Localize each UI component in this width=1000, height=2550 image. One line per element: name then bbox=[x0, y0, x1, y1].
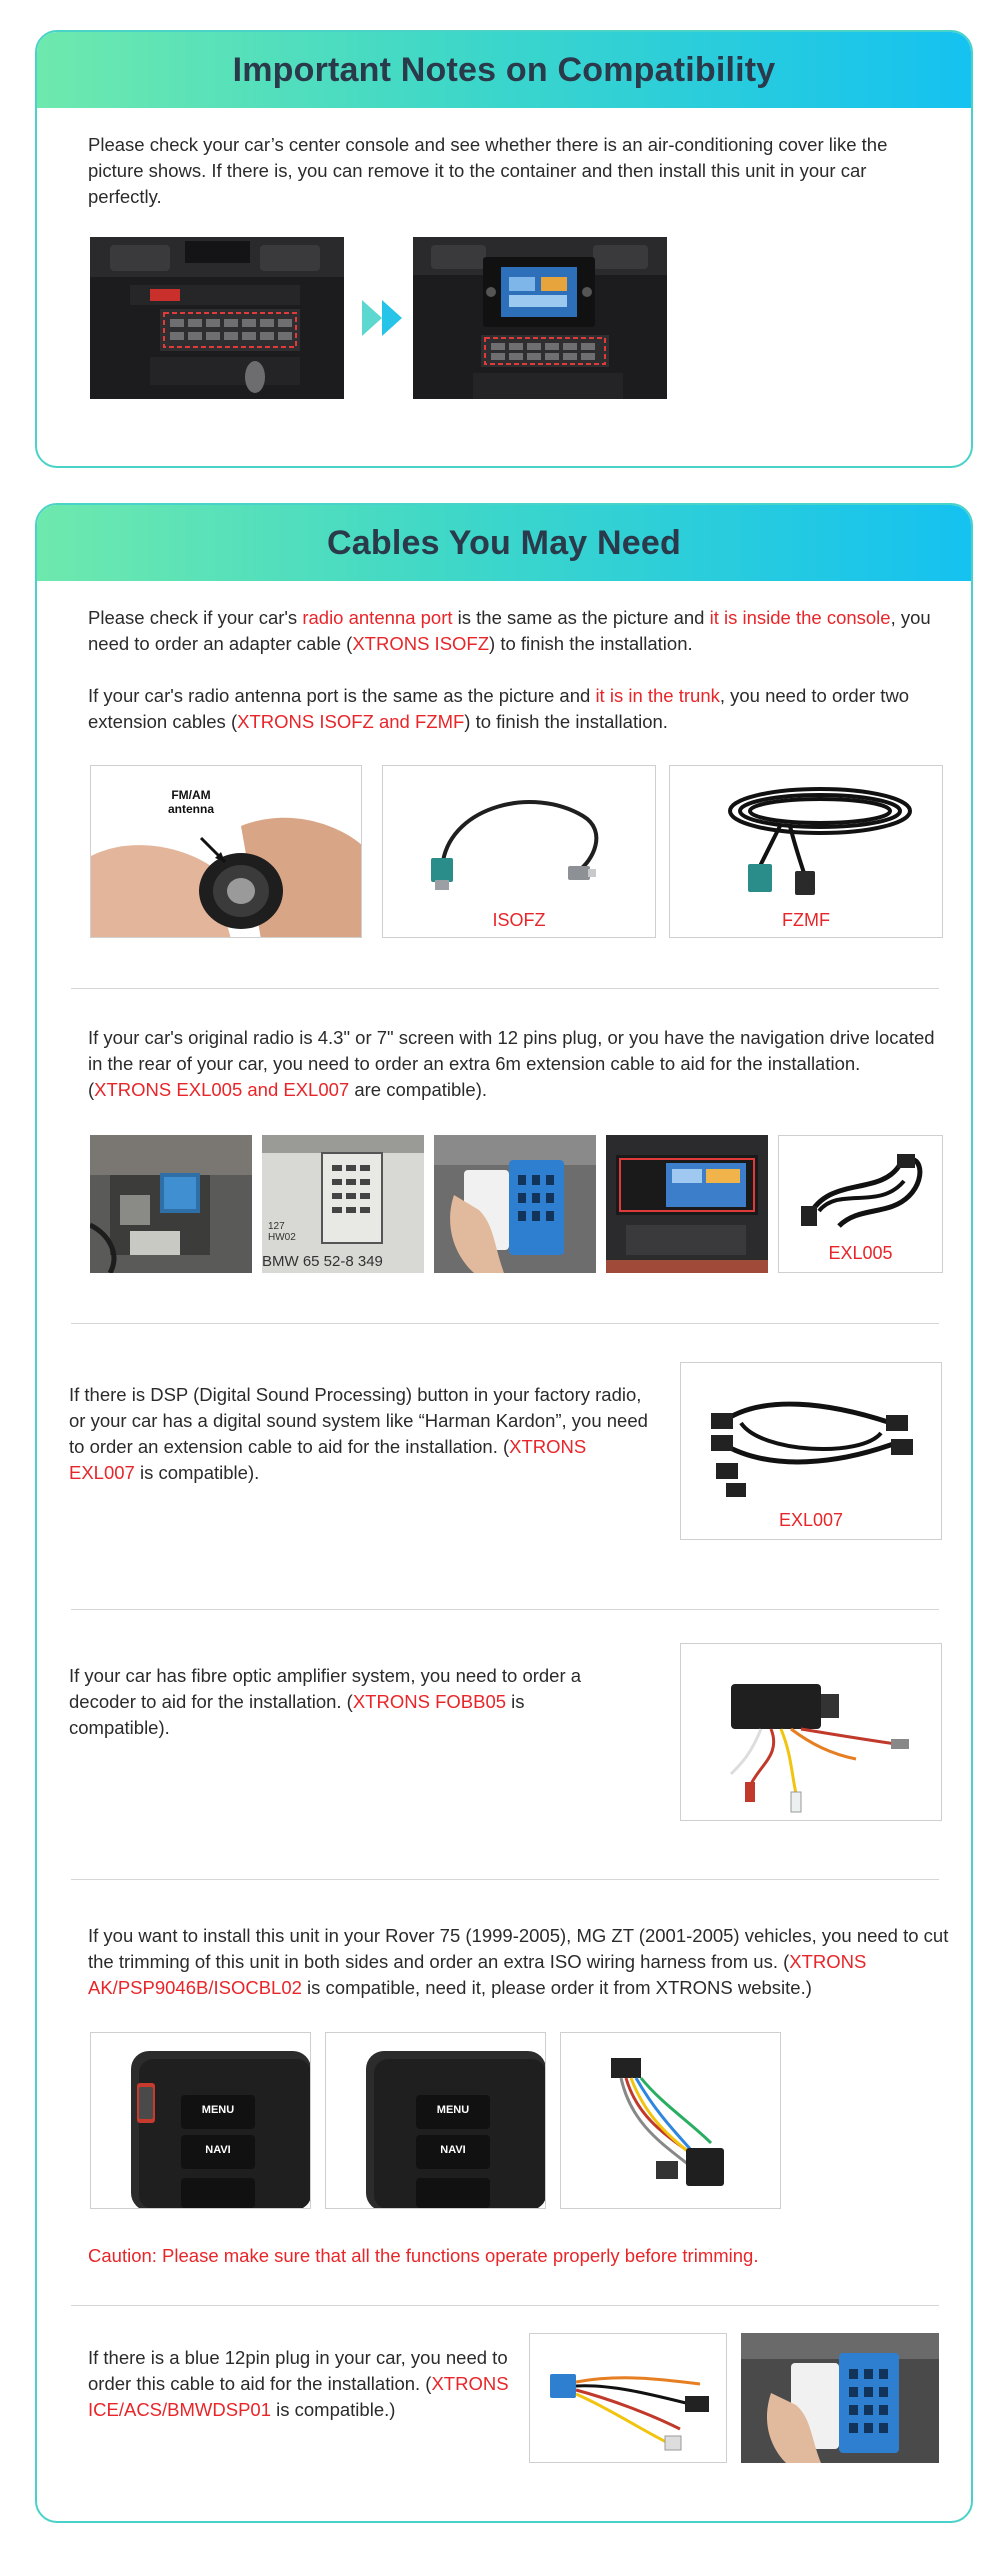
iso-harness-image bbox=[560, 2032, 781, 2209]
compatibility-text: Please check your car’s center console and see whether there is an air-conditioning cover like the picture shows. If there is, you can remove it to the container and then install this unit in your car perfectly. bbox=[88, 134, 888, 207]
menu-label: MENU bbox=[201, 2104, 235, 2116]
exl007-product bbox=[680, 1362, 942, 1540]
plug-socket-image bbox=[262, 1135, 424, 1273]
console-before-image bbox=[90, 237, 344, 399]
antenna-console-text: Please check if your car's radio antenna port is the same as the picture and it is inside the console, you need to order an adapter cable (XTRONS ISOFZ) to finish the installation. bbox=[88, 607, 931, 654]
trimming-before-image bbox=[90, 2032, 311, 2209]
navi-label: NAVI bbox=[205, 2144, 231, 2156]
rover-mg-text: If you want to install this unit in your Rover 75 (1999-2005), MG ZT (2001-2005) vehicles, you need to cut the trimming of this unit in both sides and order an extra ISO wiring harness from us. (XTRONS AK/PSP9046B/ISOCBL02 is compatible, need it, please order it from XTRONS website.) bbox=[88, 1925, 949, 1998]
compatibility-card bbox=[35, 30, 973, 468]
compatibility-title: Important Notes on Compatibility bbox=[232, 50, 776, 89]
section-divider bbox=[71, 1879, 939, 1880]
section-divider bbox=[71, 2305, 939, 2306]
caution-text: Caution: Please make sure that all the functions operate properly before trimming. bbox=[88, 2245, 759, 2266]
blue-plug-hand-image bbox=[434, 1135, 596, 1273]
section-divider bbox=[71, 1323, 939, 1324]
cables-card bbox=[35, 503, 973, 2523]
isofz-product bbox=[382, 765, 656, 938]
fzmf-caption: FZMF bbox=[782, 910, 830, 930]
trimming-after-image bbox=[325, 2032, 546, 2209]
section-divider bbox=[71, 988, 939, 989]
radio-rear-image bbox=[90, 1135, 252, 1273]
exl007-caption: EXL007 bbox=[778, 1510, 844, 1530]
navi-label: NAVI bbox=[440, 2144, 466, 2156]
forward-arrow-icon bbox=[362, 300, 406, 336]
dsp-text: If there is DSP (Digital Sound Processing) button in your factory radio, or your car has a digital sound system like “Harman Kardon”, you need to order an extension cable to aid for the installation. (XTRONS EXL007 is compatible). bbox=[69, 1384, 648, 1483]
menu-label: MENU bbox=[436, 2104, 470, 2116]
exl005-product bbox=[778, 1135, 943, 1273]
antenna-port-image bbox=[90, 765, 362, 938]
navi-extension-text: If your car's original radio is 4.3" or 7" screen with 12 pins plug, or you have the navigation drive located in the rear of your car, you need to order an extra 6m extension cable to aid for the installation. (XTRONS EXL005 and EXL007 are compatible). bbox=[88, 1027, 935, 1100]
exl005-caption: EXL005 bbox=[828, 1243, 893, 1263]
cables-title: Cables You May Need bbox=[327, 523, 681, 562]
blue-plug-text: If there is a blue 12pin plug in your car, you need to order this cable to aid for the installation. (XTRONS ICE/ACS/BMWDSP01 is compatible.) bbox=[88, 2347, 509, 2420]
plate-text-small: 127 HW02 bbox=[268, 1221, 296, 1243]
antenna-trunk-text: If your car's radio antenna port is the same as the picture and it is in the trunk, you need to order two extension cables (XTRONS ISOFZ and FZMF) to finish the installation. bbox=[88, 685, 910, 732]
fobb05-product bbox=[680, 1643, 942, 1821]
console-after-image bbox=[413, 237, 667, 399]
screen-console-image bbox=[606, 1135, 768, 1273]
plate-text: BMW 65 52-8 349 bbox=[262, 1253, 383, 1270]
cables-header bbox=[37, 505, 971, 581]
section-divider bbox=[71, 1609, 939, 1610]
compatibility-header bbox=[37, 32, 971, 108]
fibre-optic-text: If your car has fibre optic amplifier system, you need to order a decoder to aid for the installation. (XTRONS FOBB05 is compatible). bbox=[69, 1665, 582, 1738]
isofz-caption: ISOFZ bbox=[492, 910, 546, 930]
antenna-label: FM/AM antenna bbox=[167, 788, 214, 816]
blue-plug-photo bbox=[741, 2333, 939, 2463]
bmwdsp01-product bbox=[529, 2333, 727, 2463]
fzmf-product bbox=[669, 765, 943, 938]
